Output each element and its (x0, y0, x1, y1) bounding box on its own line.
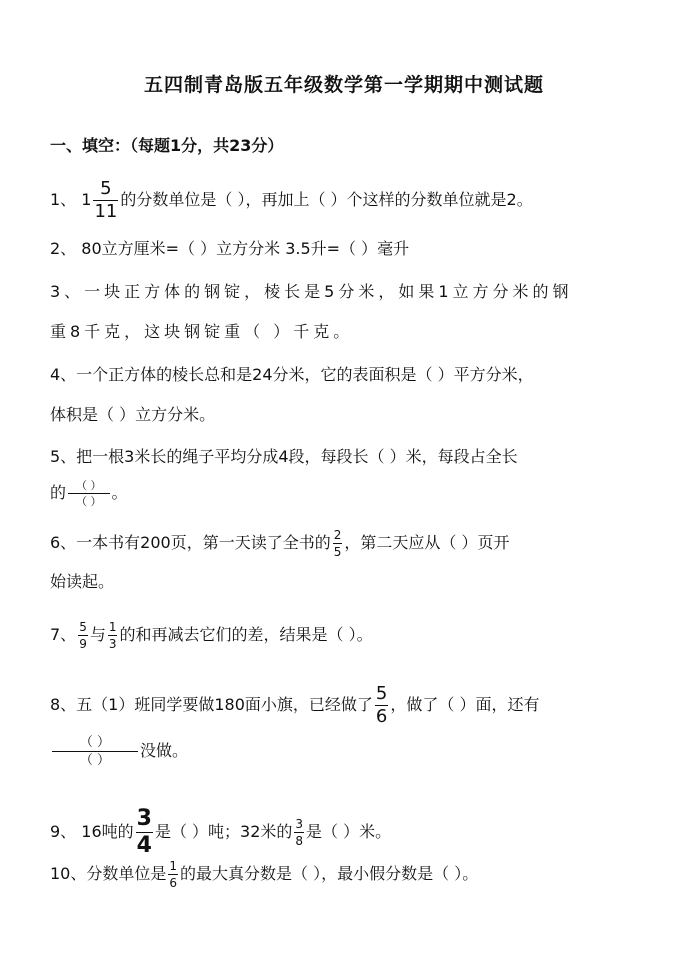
question-9 (50, 808, 391, 857)
fraction-numerator: 1 (108, 620, 117, 634)
blank-fraction (68, 480, 110, 507)
q6-suffix: ，第二天应从（ ）页开 (344, 533, 510, 552)
question-1 (50, 180, 533, 221)
question-6-line-1 (50, 529, 509, 558)
fraction-5-9 (78, 621, 88, 650)
q6-prefix: 6、一本书有200页，第一天读了全书的 (50, 533, 331, 552)
q8-suffix: ，做了（ ）面，还有 (390, 695, 540, 714)
fraction-5-11 (93, 180, 118, 221)
fraction-2-5 (333, 529, 343, 558)
question-2: 2、 80立方厘米=（ ）立方分米 3.5升=（ ）毫升 (50, 239, 410, 258)
q8-line2-suffix: 没做。 (140, 741, 189, 760)
fraction-numerator: 5 (100, 178, 112, 199)
question-4-line-2: 体积是（ ）立方分米。 (50, 405, 216, 424)
blank-denominator: （ ） (52, 751, 138, 767)
q7-suffix: 的和再减去它们的差，结果是（ ）。 (119, 625, 373, 644)
fraction-1-3 (108, 621, 118, 650)
blank-numerator: （ ） (79, 735, 111, 750)
fraction-denominator: 11 (94, 201, 118, 222)
question-4-line-1: 4、一个正方体的棱长总和是24分米，它的表面积是（ ）平方分米， (50, 365, 534, 384)
q7-mid: 与 (89, 625, 106, 644)
question-5-line-2 (50, 480, 128, 507)
question-7 (50, 621, 373, 650)
fraction-3-4 (136, 808, 153, 857)
q10-suffix: 的最大真分数是（ ），最小假分数是（ ）。 (180, 864, 479, 883)
fraction-denominator: 8 (295, 834, 304, 848)
question-3-line-1: 3、一块正方体的钢锭，棱长是5分米，如果1立方分米的钢 (50, 282, 573, 301)
q9-mid: 是（ ）吨；32米的 (154, 822, 293, 841)
q9-suffix: 是（ ）米。 (306, 822, 392, 841)
blank-fraction (52, 736, 138, 767)
q10-prefix: 10、分数单位是 (50, 864, 167, 883)
question-3-line-2: 重8千克，这块钢锭重（ ）千克。 (50, 322, 354, 341)
fraction-denominator: 9 (79, 637, 87, 651)
blank-denominator: （ ） (68, 493, 110, 507)
q7-prefix: 7、 (50, 625, 77, 644)
blank-numerator: （ ） (76, 479, 102, 492)
fraction-1-6 (168, 860, 178, 889)
fraction-denominator: 4 (136, 833, 152, 858)
question-10 (50, 860, 478, 889)
q5-prefix: 的 (50, 483, 67, 502)
fraction-numerator: 5 (375, 683, 388, 704)
q5-suffix: 。 (111, 483, 128, 502)
fraction-numerator: 1 (169, 859, 178, 873)
q8-prefix: 8、五（1）班同学要做180面小旗，已经做了 (50, 695, 373, 714)
fraction-denominator: 3 (108, 637, 117, 651)
fraction-3-8 (294, 818, 304, 847)
fraction-denominator: 6 (169, 876, 178, 890)
q9-prefix: 9、 16吨的 (50, 822, 134, 841)
question-8-line-1 (50, 685, 539, 726)
question-8-line-2 (50, 736, 188, 767)
fraction-numerator: 5 (79, 620, 87, 634)
page-title: 五四制青岛版五年级数学第一学期期中测试题 (143, 74, 544, 96)
question-6-line-2: 始读起。 (50, 572, 115, 591)
fraction-numerator: 2 (333, 528, 342, 542)
question-5-line-1: 5、把一根3米长的绳子平均分成4段，每段长（ ）米，每段占全长 (50, 447, 518, 466)
fraction-denominator: 6 (375, 706, 388, 727)
q1-text: 的分数单位是（ ），再加上（ ）个这样的分数单位就是2。 (120, 190, 533, 209)
q1-prefix: 1、 1 (50, 190, 92, 209)
fraction-5-6 (375, 685, 388, 726)
fraction-numerator: 3 (295, 817, 304, 831)
fraction-denominator: 5 (333, 545, 342, 559)
section-heading: 一、填空：（每题1分，共23分） (50, 136, 284, 155)
fraction-numerator: 3 (136, 806, 152, 831)
